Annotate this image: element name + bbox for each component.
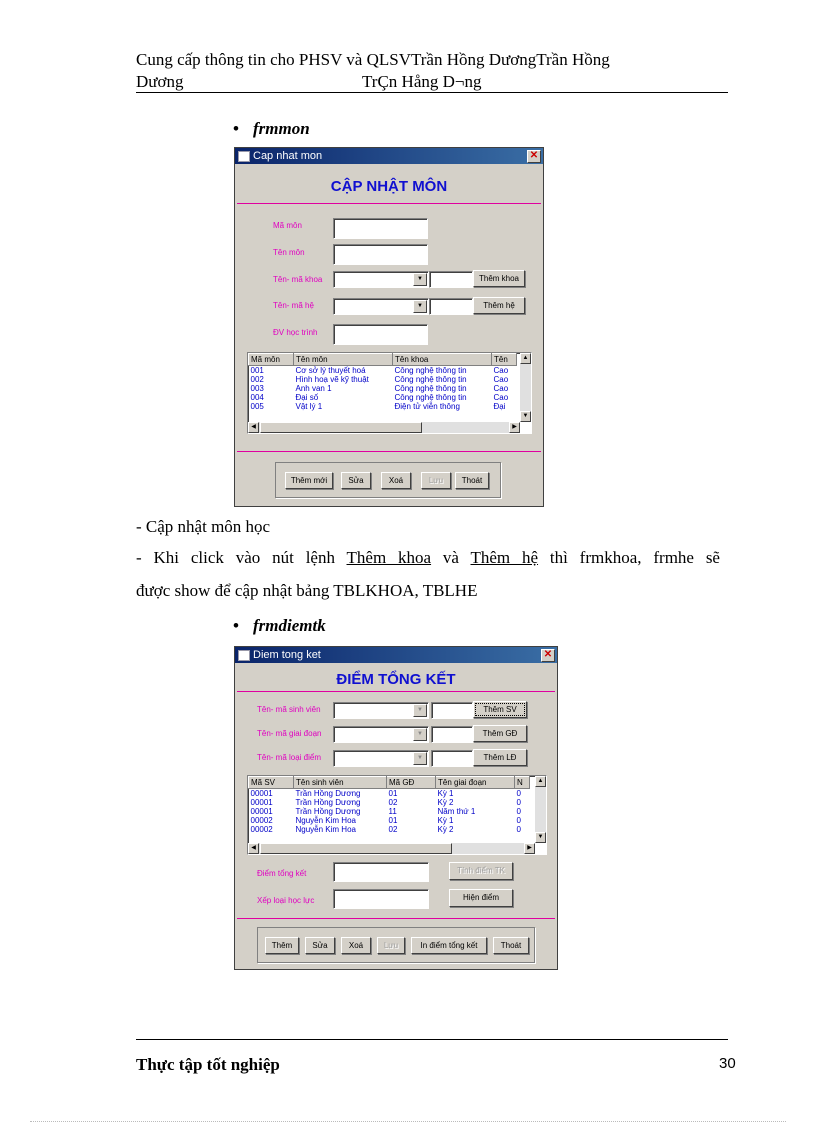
cell: Cao <box>493 393 509 402</box>
text-run: và <box>431 548 471 567</box>
thoat-button[interactable]: Thoát <box>455 472 489 489</box>
footer-title: Thực tập tốt nghiệp <box>136 1055 280 1074</box>
scroll-up-icon[interactable]: ▲ <box>520 353 531 364</box>
frmmon-window <box>234 147 544 507</box>
frmdiemtk-titlebar[interactable] <box>235 647 557 663</box>
table-row[interactable] <box>249 798 530 807</box>
paragraph-duoc-show: được show để cập nhật bảng TBLKHOA, TBLHE <box>136 581 478 600</box>
page-header-line2 <box>136 72 482 92</box>
cell: 0 <box>516 798 521 807</box>
dropdown-arrow-icon[interactable]: ▼ <box>413 300 427 313</box>
loai-diem-select[interactable] <box>333 750 429 767</box>
cell: Năm thứ 1 <box>437 807 476 816</box>
cell: Kỳ 1 <box>437 816 454 825</box>
bullet-icon: • <box>233 119 239 138</box>
header-rule <box>136 92 728 93</box>
cell: Đại <box>493 402 506 411</box>
ma-gd-input[interactable] <box>431 726 473 743</box>
dropdown-arrow-icon[interactable]: ▼ <box>413 704 427 717</box>
mon-grid[interactable] <box>247 352 532 434</box>
cell: 00002 <box>250 825 273 834</box>
dropdown-arrow-icon[interactable]: ▼ <box>413 728 427 741</box>
cell: 00001 <box>250 789 273 798</box>
table-row[interactable] <box>249 375 517 384</box>
cell: 01 <box>388 789 398 798</box>
scroll-left-icon[interactable]: ◀ <box>248 843 259 854</box>
grid-header[interactable]: Tên <box>492 354 517 366</box>
label-ten-mon: Tên môn <box>273 248 305 257</box>
them-he-ref: Thêm hệ <box>470 548 539 567</box>
them-moi-button[interactable]: Thêm mới <box>285 472 333 489</box>
bullet-icon: • <box>233 616 239 635</box>
cell: 001 <box>250 366 264 375</box>
table-row[interactable] <box>249 402 517 411</box>
xoa-button[interactable]: Xoá <box>381 472 411 489</box>
cell: Nguyễn Kim Hoa <box>295 816 356 825</box>
giai-doan-select[interactable] <box>333 726 429 743</box>
luu-button[interactable]: Lưu <box>377 937 405 954</box>
scroll-left-icon[interactable]: ◀ <box>248 422 259 433</box>
cell: Cao <box>493 366 509 375</box>
app-icon <box>238 650 250 661</box>
khoa-select[interactable] <box>333 271 429 288</box>
label-diem-tk: Điểm tổng kết <box>257 869 307 878</box>
vertical-scrollbar[interactable] <box>535 776 546 843</box>
cell: Kỳ 2 <box>437 798 454 807</box>
grid-header[interactable]: Mã GĐ <box>387 777 436 789</box>
xep-loai-input[interactable] <box>333 889 429 909</box>
app-icon <box>238 151 250 162</box>
page-bottom-border <box>30 1121 786 1122</box>
close-icon[interactable]: ✕ <box>527 150 541 163</box>
horizontal-scrollbar[interactable] <box>248 843 535 854</box>
frmdiemtk-window <box>234 646 558 970</box>
cell: 01 <box>388 816 398 825</box>
grid-header[interactable]: Tên sinh viên <box>294 777 387 789</box>
grid-header[interactable]: Tên khoa <box>393 354 492 366</box>
header-author-left: Dương <box>136 72 184 91</box>
section-frmmon-title: frmmon <box>253 119 310 138</box>
them-gd-button[interactable]: Thêm GĐ <box>473 725 527 742</box>
cell: 0 <box>516 816 521 825</box>
cell: Cao <box>493 384 509 393</box>
cell: 02 <box>388 798 398 807</box>
ten-mon-input[interactable] <box>333 244 428 265</box>
cell: Kỳ 1 <box>437 789 454 798</box>
cell: 005 <box>250 402 264 411</box>
cell: Công nghệ thông tin <box>394 375 467 384</box>
page-header-line1: Cung cấp thông tin cho PHSV và QLSVTrần Hồng DươngTrần Hồng <box>136 50 610 69</box>
cell: Trần Hồng Dương <box>295 789 361 798</box>
cell: Điện tử viễn thông <box>394 402 460 411</box>
sinh-vien-select[interactable] <box>333 702 429 719</box>
scroll-right-icon[interactable]: ▶ <box>509 422 520 433</box>
sua-button[interactable]: Sửa <box>305 937 335 954</box>
them-he-button[interactable]: Thêm hệ <box>473 297 525 314</box>
diem-tk-input[interactable] <box>333 862 429 882</box>
label-ten-ma-he: Tên- mã hệ <box>273 301 314 310</box>
table-row[interactable] <box>249 393 517 402</box>
dropdown-arrow-icon[interactable]: ▼ <box>413 273 427 286</box>
paragraph-cap-nhat-mon: - Cập nhật môn học <box>136 517 271 536</box>
cell: Hình hoạ vẽ kỹ thuật <box>295 375 369 384</box>
horizontal-scrollbar[interactable] <box>248 422 520 433</box>
table-row[interactable] <box>249 366 517 376</box>
cell: 0 <box>516 807 521 816</box>
grid-header[interactable]: Mã môn <box>249 354 294 366</box>
table-row[interactable] <box>249 825 530 834</box>
dv-hoc-trinh-input[interactable] <box>333 324 428 345</box>
them-khoa-ref: Thêm khoa <box>346 548 432 567</box>
section-frmmon-heading <box>233 119 310 139</box>
header-author-mid: TrÇn Hång D¬ng <box>362 72 482 91</box>
scroll-thumb[interactable] <box>260 843 452 854</box>
label-dv-hoc-trinh: ĐV học trình <box>273 328 318 337</box>
in-diem-tong-ket-button[interactable]: In điểm tổng kết <box>411 937 487 954</box>
ma-ld-input[interactable] <box>431 750 473 767</box>
ma-he-input[interactable] <box>429 298 473 315</box>
tinh-diem-tk-button[interactable]: Tính điểm TK <box>449 862 513 880</box>
cell: 02 <box>388 825 398 834</box>
them-khoa-button[interactable]: Thêm khoa <box>473 270 525 287</box>
section-frmdiemtk-title: frmdiemtk <box>253 616 326 635</box>
cell: Nguyễn Kim Hoa <box>295 825 356 834</box>
cell: Đại số <box>295 393 319 402</box>
divider <box>237 203 541 204</box>
divider <box>237 918 555 919</box>
cell: 00002 <box>250 816 273 825</box>
scroll-thumb[interactable] <box>260 422 422 433</box>
cell: 11 <box>388 807 397 816</box>
page-number: 30 <box>719 1055 736 1072</box>
them-sv-button[interactable]: Thêm SV <box>473 701 527 718</box>
text-run: thì frmkhoa, frmhe sẽ <box>538 548 720 567</box>
cell: Công nghệ thông tin <box>394 393 467 402</box>
cell: Vật lý 1 <box>295 402 323 411</box>
xoa-button[interactable]: Xoá <box>341 937 371 954</box>
ma-khoa-input[interactable] <box>429 271 473 288</box>
close-icon[interactable]: ✕ <box>541 649 555 662</box>
cell: 0 <box>516 825 521 834</box>
cell: 00001 <box>250 807 273 816</box>
text-run: - Khi click vào nút lệnh <box>136 548 347 567</box>
grid-header[interactable]: Tên môn <box>294 354 393 366</box>
table-row[interactable] <box>249 789 530 799</box>
cell: 00001 <box>250 798 273 807</box>
section-frmdiemtk-heading <box>233 616 326 636</box>
them-ld-button[interactable]: Thêm LĐ <box>473 749 527 766</box>
cell: 003 <box>250 384 264 393</box>
thoat-button[interactable]: Thoát <box>493 937 529 954</box>
scroll-up-icon[interactable]: ▲ <box>535 776 546 787</box>
scroll-down-icon[interactable]: ▼ <box>520 411 531 422</box>
ma-sv-input[interactable] <box>431 702 473 719</box>
hien-diem-button[interactable]: Hiện điểm <box>449 889 513 907</box>
cell: Anh van 1 <box>295 384 332 393</box>
label-xep-loai: Xếp loại học lực <box>257 896 315 905</box>
diem-grid[interactable] <box>247 775 547 855</box>
label-ten-ma-khoa: Tên- mã khoa <box>273 275 323 284</box>
divider <box>237 691 555 692</box>
grid-header[interactable]: Tên giai đoạn <box>436 777 515 789</box>
cell: Trần Hồng Dương <box>295 807 361 816</box>
table-row[interactable] <box>249 816 530 825</box>
luu-button[interactable]: Lưu <box>421 472 451 489</box>
grid-header[interactable]: Mã SV <box>249 777 294 789</box>
them-button[interactable]: Thêm <box>265 937 299 954</box>
cell: Công nghệ thông tin <box>394 384 467 393</box>
cell: Trần Hồng Dương <box>295 798 361 807</box>
frmmon-window-title: Cap nhat mon <box>253 150 323 162</box>
cell: Cơ sở lý thuyết hoá <box>295 366 366 375</box>
dropdown-arrow-icon[interactable]: ▼ <box>413 752 427 765</box>
frmdiemtk-heading: ĐIỂM TỔNG KẾT <box>336 671 456 688</box>
frmdiemtk-window-title: Diem tong ket <box>253 649 321 661</box>
frmmon-heading: CẬP NHẬT MÔN <box>330 178 448 195</box>
label-ten-ma-sv: Tên- mã sinh viên <box>257 705 321 714</box>
he-select[interactable] <box>333 298 429 315</box>
cell: 004 <box>250 393 264 402</box>
scroll-down-icon[interactable]: ▼ <box>535 832 546 843</box>
frmmon-titlebar[interactable] <box>235 148 543 164</box>
vertical-scrollbar[interactable] <box>520 353 531 422</box>
ma-mon-input[interactable] <box>333 218 428 239</box>
label-ma-mon: Mã môn <box>273 221 302 230</box>
cell: Cao <box>493 375 509 384</box>
table-row[interactable] <box>249 384 517 393</box>
cell: Công nghệ thông tin <box>394 366 467 375</box>
label-ten-ma-ld: Tên- mã loại điểm <box>257 753 322 762</box>
cell: 002 <box>250 375 264 384</box>
scroll-right-icon[interactable]: ▶ <box>524 843 535 854</box>
table-row[interactable] <box>249 807 530 816</box>
cell: 0 <box>516 789 521 798</box>
cell: Kỳ 2 <box>437 825 454 834</box>
sua-button[interactable]: Sửa <box>341 472 371 489</box>
grid-header[interactable]: Ν <box>515 777 530 789</box>
label-ten-ma-gd: Tên- mã giai đoạn <box>257 729 322 738</box>
paragraph-khi-click <box>136 548 720 568</box>
divider <box>237 451 541 452</box>
footer-rule <box>136 1039 728 1040</box>
